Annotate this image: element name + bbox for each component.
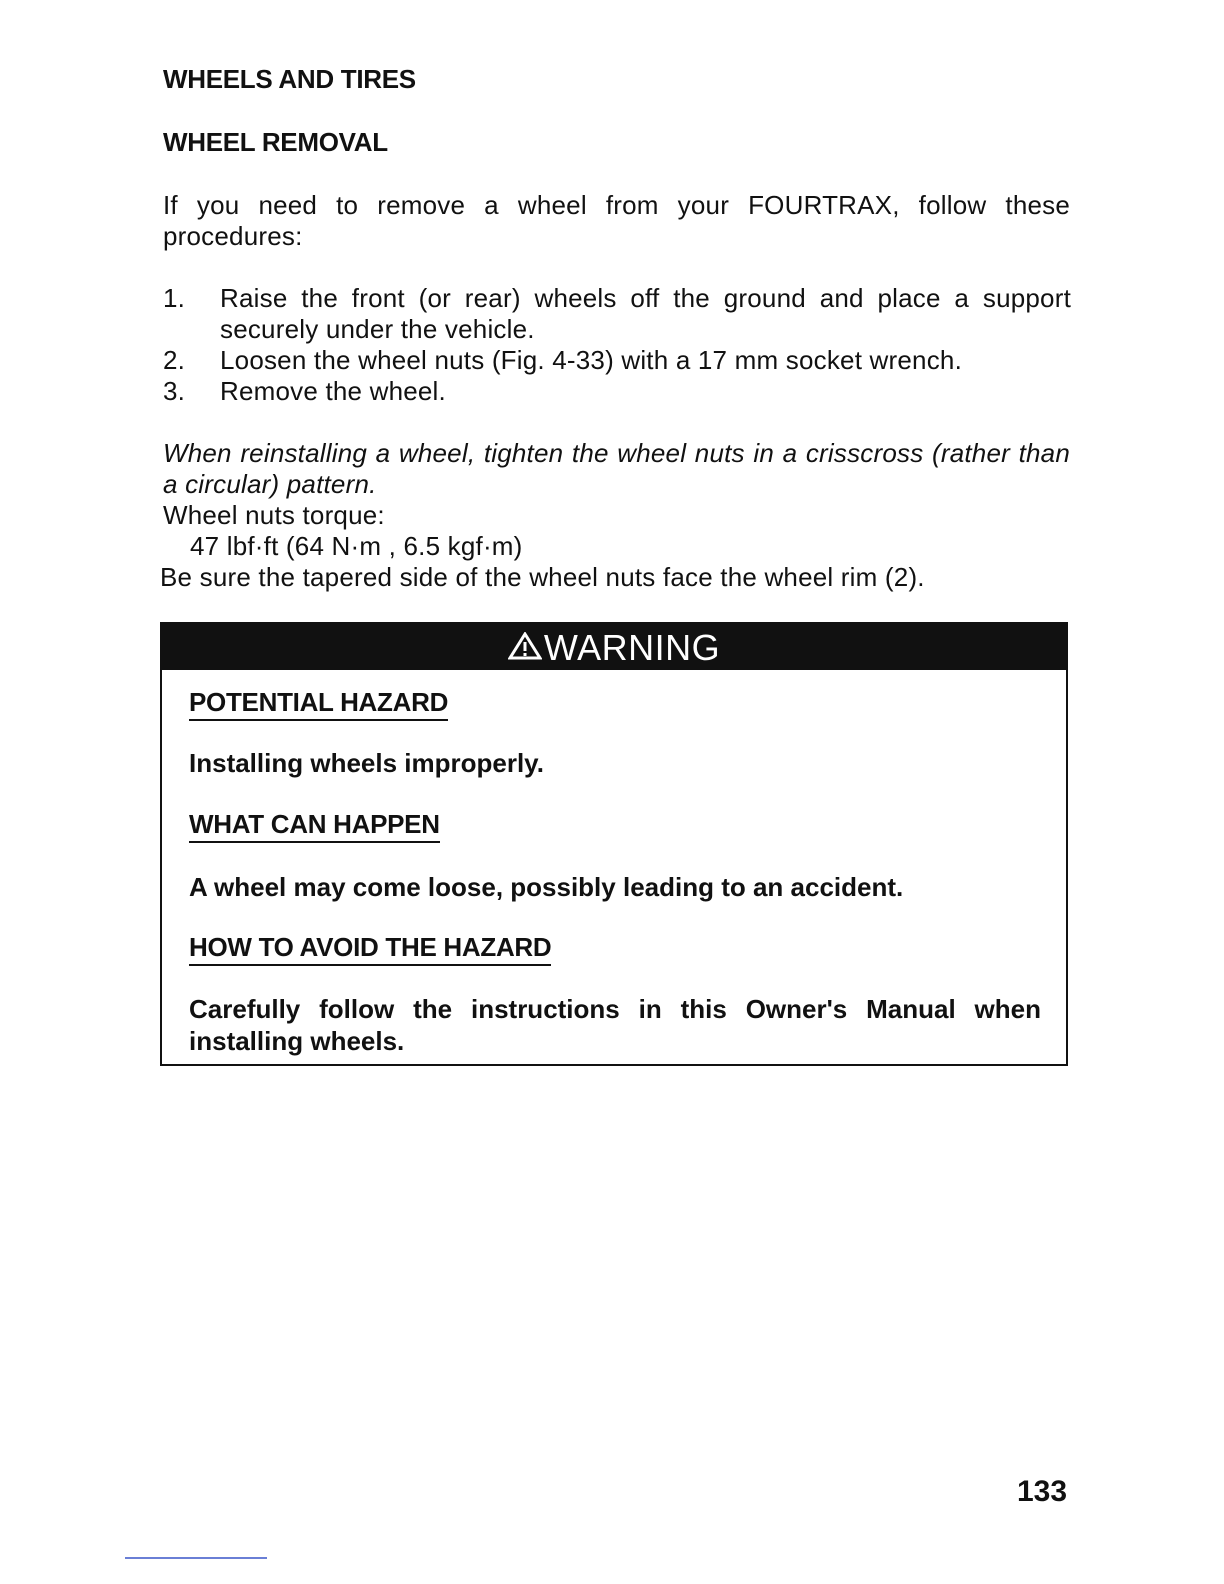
list-text: Remove the wheel. [220, 376, 446, 406]
list-item [163, 376, 1071, 407]
procedure-list [163, 283, 1071, 407]
what-can-happen-heading: WHAT CAN HAPPEN [189, 809, 440, 843]
how-to-avoid-text: Carefully follow the instructions in this Owner's Manual when installing wheels. [189, 994, 1041, 1056]
what-can-happen-text: A wheel may come loose, possibly leading to an accident. [189, 872, 904, 902]
warning-header [162, 624, 1066, 670]
warning-box [160, 622, 1068, 1066]
how-to-avoid-heading: HOW TO AVOID THE HAZARD [189, 932, 551, 966]
potential-hazard-text: Installing wheels improperly. [189, 748, 544, 778]
warning-title: WARNING [543, 627, 721, 668]
list-number: 3. [163, 376, 186, 406]
subsection-title: WHEEL REMOVAL [163, 127, 388, 157]
list-item [163, 345, 1071, 376]
tapered-note: Be sure the tapered side of the wheel nuts face the wheel rim (2). [160, 562, 925, 592]
torque-value: 47 lbf·ft (64 N·m , 6.5 kgf·m) [190, 531, 523, 561]
potential-hazard-heading: POTENTIAL HAZARD [189, 687, 448, 721]
bottom-rule [125, 1557, 267, 1559]
page-number: 133 [1017, 1475, 1068, 1508]
warning-triangle-icon [508, 624, 542, 672]
list-item [163, 283, 1071, 345]
list-text: Raise the front (or rear) wheels off the ground and place a support securely under the vehicle. [220, 283, 1071, 344]
reinstall-note: When reinstalling a wheel, tighten the wheel nuts in a crisscross (rather than a circular) pattern. [163, 438, 1070, 499]
list-text: Loosen the wheel nuts (Fig. 4-33) with a 17 mm socket wrench. [220, 345, 962, 375]
list-number: 2. [163, 345, 186, 375]
list-number: 1. [163, 283, 186, 313]
intro-paragraph: If you need to remove a wheel from your FOURTRAX, follow these procedures: [163, 190, 1070, 251]
torque-label: Wheel nuts torque: [163, 500, 385, 530]
section-title: WHEELS AND TIRES [163, 64, 416, 94]
